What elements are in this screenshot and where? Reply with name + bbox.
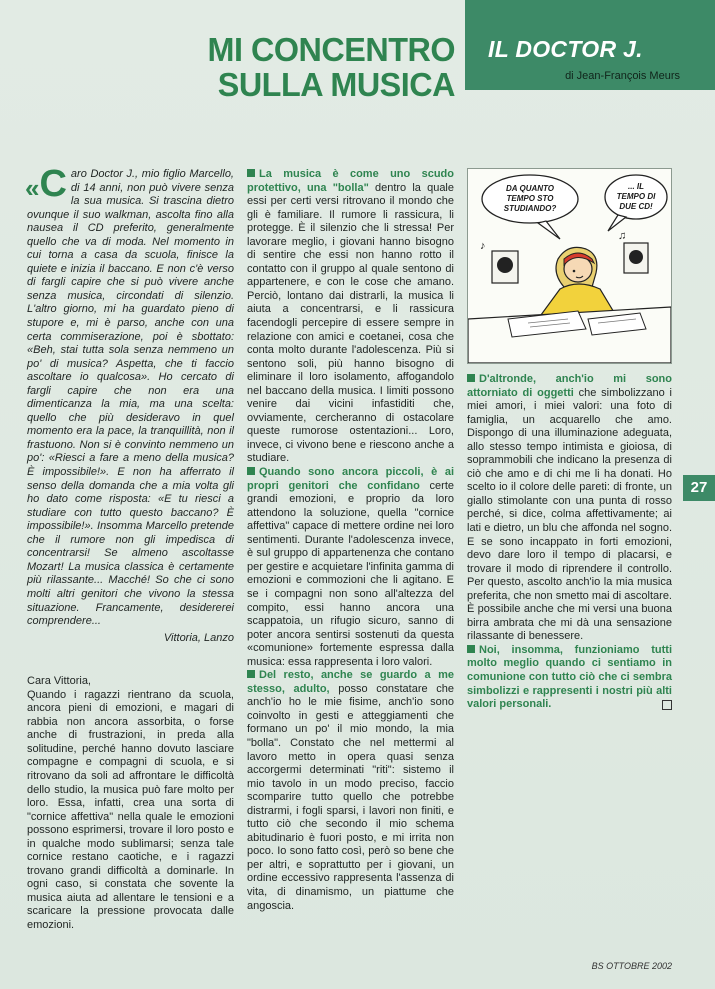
reply-section-3	[247, 466, 454, 669]
svg-text:♫: ♫	[618, 230, 627, 242]
headline-line-1: MI CONCENTRO	[207, 31, 455, 68]
section-bullet-icon	[467, 645, 475, 653]
bubble-right-line-1: ... IL	[628, 182, 644, 191]
section-4-text: posso constatare che anch'io ho le mie fisime, anch'io sono coinvolto in gesti e atteggiamenti che formano un po' il mio mondo, la mia "bolla". Constato che nel mettermi al lavoro metto in opera quasi senza accorgermi determinati "riti": sistemo il mio tavolo in un modo preciso, faccio scomparire tutto quello che potrebbe distrarmi, i fogli sparsi, i lavori non finiti, e tutto ciò che secondo il mio schema abitudinario è fuori posto, e mi irrita non poco. Io sono fatto così, però so bene che per altri, e soprattutto per i giovani, un ordine eccessivo rappresenta l'assenza di vita, di dinamismo, un piattume che angoscia.	[247, 682, 454, 912]
rubric-title: IL DOCTOR J.	[488, 36, 643, 62]
open-quote: «	[25, 173, 40, 203]
reply-salutation: Cara Vittoria,	[27, 675, 91, 688]
section-5-text: che simbolizzano i miei amori, i miei valori: una foto di famiglia, un acquarello che amo. Dispongo di una illuminazione adeguata, allo stesso tempo intimista e gioiosa, di soprammobili che indicano la presenza di ciò che amo e di chi me li ha donati. Ho scelto io il colore delle pareti: di fronte, un giallo stimolante con una punta di rosso perché, si dice, colma affettivamente; ai lati e dietro, un blu che affonda nel sogno. E se sono incappato in forti emozioni, devo dare loro il tempo di placarsi, e trovare il modo di riprendere il controllo. Per questo, ascolto anch'io la mia musica preferita, che non smetto mai di ascoltare. È possibile anche che mi versi una buona birra ambrata che mi dà una sensazione rilassante di benessere.	[467, 386, 673, 643]
author-byline: di Jean-François Meurs	[565, 70, 680, 82]
dropcap	[25, 165, 67, 203]
bubble-left-line-3: STUDIANDO?	[503, 204, 557, 213]
column-2	[247, 168, 454, 913]
bubble-left-line-1: DA QUANTO	[506, 184, 554, 193]
bubble-right-line-2: TEMPO DI	[616, 192, 656, 201]
section-4-lead: Del resto, anche se guardo a me stesso, adulto,	[247, 669, 454, 695]
reply-paragraph-1: Quando i ragazzi rientrano da scuola, ancora pieni di emozioni, e magari di rabbia non ancora assorbita, o forse anche di frustrazioni, in preda alla solitudine, perché hanno dovuto lasciare compagne e compagni di scuola, e si ritrovano da soli ad affrontare le difficoltà dello studio, la musica può fare molto per loro. Essa, infatti, crea una sorta di "cornice affettiva" nella quale le emozioni possono esprimersi, trovare il loro posto e in qualche modo sublimarsi; senza tale cornice restano caotiche, e i ragazzi trovano grandi difficoltà a dominarle. In ogni caso, si constata che sovente la musica aiuta ad allentare le tensioni e a scaricare la pressione provocata dalle emozioni.	[27, 688, 234, 931]
bubble-left-line-2: TEMPO STO	[506, 194, 554, 203]
section-2-lead: La musica è come uno scudo protettivo, una "bolla"	[247, 168, 454, 194]
end-of-article-icon	[662, 700, 672, 710]
column-1	[25, 163, 234, 933]
headline-line-2: SULLA MUSICA	[217, 66, 455, 103]
article-headline	[186, 32, 456, 102]
column-3	[467, 373, 672, 712]
section-bullet-icon	[247, 467, 255, 475]
cartoon-drawing	[468, 169, 671, 363]
bubble-right-line-3: DUE CD!	[619, 202, 653, 211]
section-3-text: certe grandi emozioni, e proprio da loro attendono la soluzione, quella "cornice affettiva" capace di mettere ordine nei loro sentimenti. Durante l'adolescenza invece, è sul gruppo di appartenenza che contano per gestire e acquietare l'infinita gamma di emozioni e commozioni che li agitano. E se i compagni non sono all'altezza del compito, essi hanno ancora una scappatoia, un rifugio sicuro, sanno di poter ancora sentirsi sostenuti da questa «comunione» fortemente espressa dalla musica: essa rappresenta i loro valori.	[247, 479, 454, 668]
reply-section-6	[467, 644, 672, 712]
reply-section-2	[247, 168, 454, 466]
page-number: 27	[683, 475, 715, 501]
dropcap-letter: C	[39, 163, 67, 205]
section-bullet-icon	[247, 169, 255, 177]
reply-section-5	[467, 373, 672, 644]
letter-body: aro Doctor J., mio figlio Marcello, di 14 anni, non può vivere senza la sua musica. Si trascina dietro ovunque il suo walkman, ascolta fino alla nausea il CD preferito, generalmente quello che va di moda. Nel momento in cui torna a casa da scuola, finisce la quiete e inizia il baccano. E non c'è verso di fargli capire che si può vivere anche senza musica, circondati di silenzio. L'altro giorno, mi ha guardato pieno di stupore e, mi è parso, anche con una certa commiserazione, poi è sbottato: «Beh, stai tutta sola senza nemmeno un po' di musica? Aspetta, che ti faccio ascoltare io qualcosa». Ho cercato di fargli capire che non era una dimenticanza la mia, ma una scelta: quello che più desideravo in quel momento era la pace, la tranquillità, non il frastuono. Non si è convinto nemmeno un po': «Riesci a fare a meno della musica? È impossibile!». E non ha afferrato il senso della domanda che a mia volta gli ho dato come risposta: «E tu riesci a studiare con tutto questo baccano? È impossibile!». Insomma Marcello pretende che il rumore non gli impedisca di concentrarsi! Se almeno ascoltasse Mozart! La musica classica è certamente più rilassante... Macché! So che ci sono molti altri genitori che vivono la stessa situazione. Francamente, desidererei comprendere...	[27, 168, 234, 628]
cartoon-illustration	[467, 168, 672, 364]
reply-section-4	[247, 669, 454, 913]
section-5-lead: D'altronde, anch'io mi sono attorniato di oggetti	[467, 373, 672, 399]
section-bullet-icon	[247, 670, 255, 678]
svg-text:♪: ♪	[480, 240, 486, 252]
section-2-text: dentro la quale essi per certi versi ritrovano il mondo che gli è familiare. Il rumore li rassicura, li protegge. È il silenzio che li stressa! Per lavorare meglio, i giovani hanno bisogno di sentire che essi non hanno rotto il contatto con il gruppo al quale sentono di appartenere, e con le cose che amano. Perciò, lontano dai distrarli, la musica li aiuta a concentrarsi, e li rassicura facendogli percepire di essere sempre in relazione con amici e coetanei, cosa che conta molto durante l'adolescenza. Più si sentono soli, più hanno bisogno di eliminare il loro isolamento, affogandolo nel baccano della musica. I limiti possono venire dai vicini infastiditi che, ovviamente, cercheranno di ostacolare queste rumorose ostentazioni... Loro, invece, ci vivono bene e riescono anche a studiare.	[247, 181, 454, 465]
section-3-lead: Quando sono ancora piccoli, è ai propri genitori che confidano	[247, 466, 454, 492]
section-6-lead: Noi, insomma, funzioniamo tutti molto meglio quando ci sentiamo in comunione con tutto ciò che ci sembra simbolizzi e rappresenti i nostri più alti valori personali.	[467, 643, 672, 711]
section-bullet-icon	[467, 374, 475, 382]
reader-letter	[25, 163, 234, 645]
letter-signature: Vittoria, Lanzo	[163, 631, 234, 644]
issue-footer: BS OTTOBRE 2002	[591, 961, 672, 971]
